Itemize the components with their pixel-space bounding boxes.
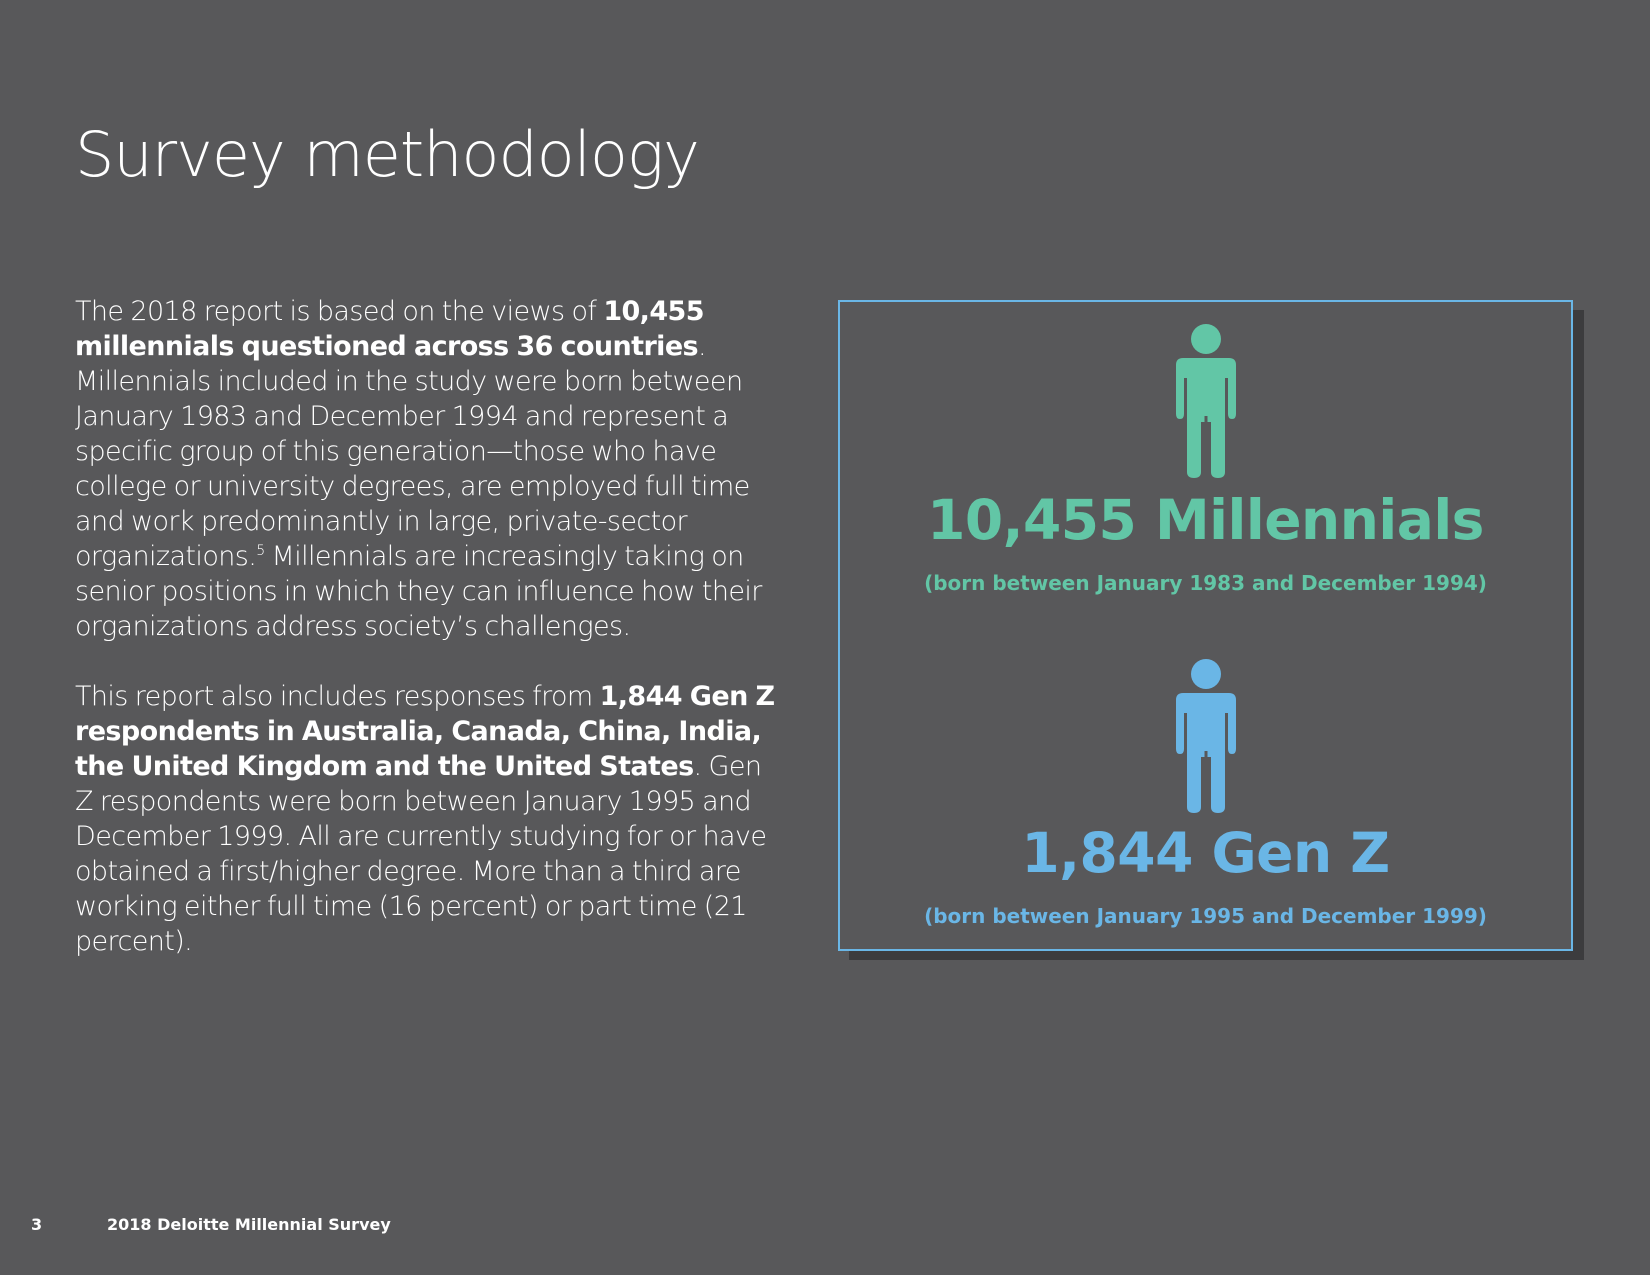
- paragraph-body: . Gen Z respondents were born between January 1995 and December 1999. All are currently studying for or have obtained a first/higher degree. More than a third are working either full time (16 percent) or part time (21 percent).: [75, 751, 767, 957]
- paragraph-body: Millennials included in the study were born between January 1983 and December 1994 and represent a specific group of this generation—those who have college or university degrees, are employed full time and work predominantly in large, private-sector organizations.: [75, 366, 750, 572]
- page-number: 3: [31, 1215, 43, 1234]
- paragraph-genz: [75, 679, 775, 959]
- paragraph-ending: Millennials are increasingly taking on senior positions in which they can influence how their organizations address society’s challenges.: [75, 541, 762, 642]
- page-title: Survey methodology: [75, 118, 699, 191]
- paragraph-highlight: 1,844 Gen Z respondents in Australia, Canada, China, India, the United Kingdom and the United States: [75, 681, 775, 782]
- respondents-infobox: [838, 300, 1573, 951]
- footer-title: 2018 Deloitte Millennial Survey: [107, 1215, 391, 1234]
- millennials-birth-range: (born between January 1983 and December 1994): [924, 571, 1487, 595]
- person-icon: [1173, 659, 1239, 813]
- body-text: [75, 294, 775, 994]
- person-icon: [1173, 324, 1239, 478]
- genz-count: 1,844 Gen Z: [1021, 821, 1390, 885]
- paragraph-millennials: [75, 294, 775, 644]
- paragraph-period: .: [698, 331, 707, 362]
- genz-birth-range: (born between January 1995 and December 1999): [924, 904, 1487, 928]
- paragraph-intro: This report also includes responses from: [75, 681, 600, 712]
- footnote-marker[interactable]: 5: [256, 543, 265, 559]
- paragraph-highlight: 10,455 millennials questioned across 36 countries: [75, 296, 704, 362]
- paragraph-intro: The 2018 report is based on the views of: [75, 296, 604, 327]
- millennials-count: 10,455 Millennials: [927, 488, 1484, 552]
